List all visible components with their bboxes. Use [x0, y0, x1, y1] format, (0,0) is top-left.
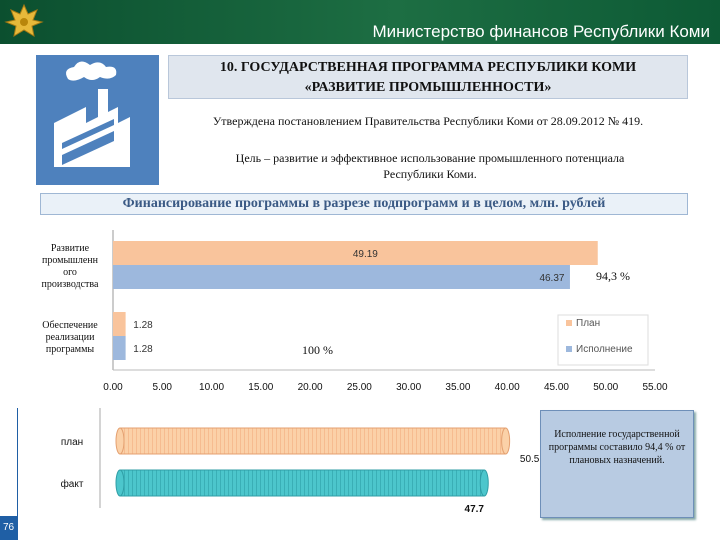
coat-of-arms-icon [4, 2, 44, 42]
bar-fact-0 [113, 265, 570, 289]
cyl-data-label: 47.7 [464, 504, 484, 515]
execution-percent-1: 94,3 % [596, 269, 630, 283]
total-cylinder-chart [0, 408, 540, 515]
cyl-category-label: план [60, 437, 84, 448]
x-tick-label: 10.00 [199, 382, 225, 393]
bar-data-label: 1.28 [133, 344, 153, 355]
x-tick-label: 5.00 [152, 382, 173, 393]
program-title-line1: 10. ГОСУДАРСТВЕННАЯ ПРОГРАММА РЕСПУБЛИКИ КОМИ [219, 60, 637, 75]
factory-icon-tile [36, 55, 159, 185]
chart-title: Финансирование программы в разрезе подпрограмм и в целом, млн. рублей [40, 193, 688, 215]
side-divider [17, 408, 18, 540]
program-decree: Утверждена постановлением Правительства Республики Коми от 28.09.2012 № 419. [212, 114, 644, 128]
category-label: ого [63, 267, 77, 278]
cyl-end-cap [480, 470, 488, 496]
bar-fact-1 [113, 336, 126, 360]
x-tick-label: 50.00 [593, 382, 619, 393]
legend-label: Исполнение [576, 344, 633, 355]
execution-percent-2: 100 % [302, 343, 333, 357]
cyl-category-label: факт [60, 479, 84, 490]
program-goal-line1: Цель – развитие и эффективное использование промышленного потенциала [235, 151, 625, 165]
x-tick-label: 15.00 [248, 382, 274, 393]
factory-icon [36, 55, 159, 185]
x-tick-label: 30.00 [396, 382, 422, 393]
program-goal [190, 150, 670, 182]
program-goal-line2: Республики Коми. [383, 167, 477, 181]
ministry-title: Министерство финансов Республики Коми [372, 22, 710, 41]
cyl-start-cap [116, 470, 124, 496]
category-label: реализации [45, 332, 95, 343]
x-tick-label: 55.00 [642, 382, 668, 393]
x-tick-label: 40.00 [494, 382, 520, 393]
category-label: программы [45, 344, 95, 355]
category-label: промышленн [41, 255, 99, 266]
cyl-bar-1 [120, 470, 484, 496]
cyl-start-cap [116, 428, 124, 454]
execution-note: Исполнение государственной программы составило 94,4 % от плановых назначений. [540, 410, 694, 518]
x-tick-label: 35.00 [445, 382, 471, 393]
bar-data-label: 1.28 [133, 320, 153, 331]
page-number: 76 [0, 516, 17, 540]
category-label: Развитие [50, 243, 90, 254]
cyl-data-label: 50.5 [519, 454, 540, 465]
financing-bar-chart [0, 215, 720, 400]
header-bar [0, 0, 720, 44]
category-label: Обеспечение [42, 320, 98, 331]
bar-plan-1 [113, 312, 126, 336]
x-tick-label: 20.00 [297, 382, 323, 393]
cyl-end-cap [502, 428, 510, 454]
legend-swatch [566, 320, 572, 326]
legend-swatch [566, 346, 572, 352]
program-title [168, 55, 688, 99]
x-tick-label: 25.00 [346, 382, 372, 393]
category-label: производства [41, 279, 99, 290]
bar-data-label: 46.37 [539, 273, 565, 284]
legend-label: План [576, 318, 601, 329]
x-tick-label: 0.00 [103, 382, 123, 393]
cyl-bar-0 [120, 428, 506, 454]
bar-data-label: 49.19 [352, 249, 378, 260]
program-title-line2: «РАЗВИТИЕ ПРОМЫШЛЕННОСТИ» [304, 80, 552, 95]
x-tick-label: 45.00 [543, 382, 569, 393]
